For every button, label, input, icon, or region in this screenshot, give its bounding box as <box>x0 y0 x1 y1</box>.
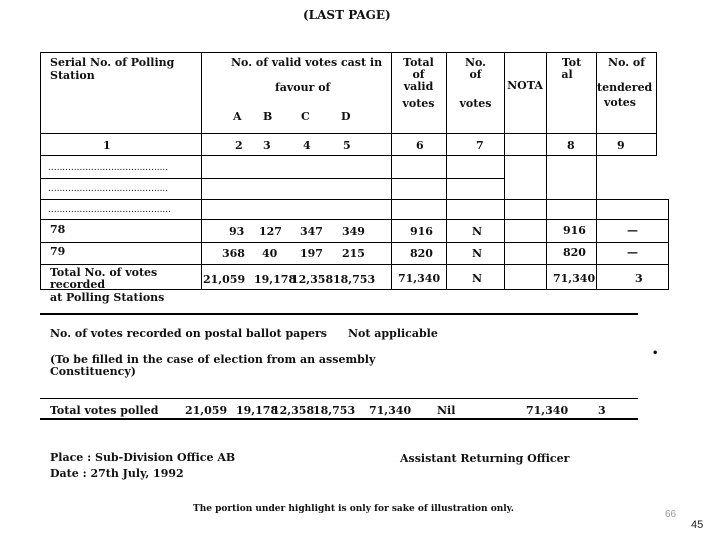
row-d: 215 <box>342 247 365 260</box>
table-divider <box>40 178 505 179</box>
row-station: 79 <box>50 245 66 258</box>
total-polled-total-valid: 71,340 <box>369 404 412 417</box>
row-total-valid: 820 <box>410 247 433 260</box>
total-row-c: 12,358 <box>291 273 334 286</box>
candidate-d: D <box>341 110 351 123</box>
total-polled-a: 21,059 <box>185 404 228 417</box>
table-divider <box>40 264 669 265</box>
footnote: The portion under highlight is only for sake of illustration only. <box>193 504 514 514</box>
dotted-row: .......................................... <box>48 163 169 173</box>
row-b: 40 <box>262 247 278 260</box>
header-serial-line1: Serial No. of Polling <box>50 56 175 69</box>
total-row-label-1: Total No. of votes <box>50 266 158 279</box>
dotted-row: ........................................... <box>48 205 172 215</box>
assembly-note-2: Constituency) <box>50 365 136 378</box>
header-total-1: Tot <box>561 56 582 69</box>
table-border-top <box>40 52 657 53</box>
total-row-b: 19,178 <box>254 273 297 286</box>
table-divider <box>40 219 669 220</box>
table-divider <box>40 155 657 156</box>
total-row-total: 71,340 <box>553 272 596 285</box>
header-no-votes-1: No. <box>464 56 487 69</box>
candidate-b: B <box>263 110 273 123</box>
table-divider <box>40 199 669 200</box>
row-a: 368 <box>222 247 245 260</box>
column-number: 4 <box>303 139 311 152</box>
column-number: 9 <box>617 139 625 152</box>
row-station: 78 <box>50 223 66 236</box>
column-number: 3 <box>263 139 271 152</box>
total-polled-b: 19,178 <box>236 404 279 417</box>
total-row-tendered: 3 <box>635 272 643 285</box>
section-rule <box>40 398 638 399</box>
header-no-votes-2: of <box>469 68 482 81</box>
page-title: (LAST PAGE) <box>303 8 391 22</box>
table-divider <box>40 242 669 243</box>
row-d: 349 <box>342 225 365 238</box>
total-row-total-valid: 71,340 <box>398 272 441 285</box>
candidate-a: A <box>233 110 242 123</box>
row-a: 93 <box>229 225 245 238</box>
header-tendered-2: tendered <box>597 81 653 94</box>
row-tendered: — <box>627 246 638 259</box>
row-total-valid: 916 <box>410 225 433 238</box>
column-number: 7 <box>476 139 484 152</box>
row-nota: N <box>472 247 483 260</box>
section-rule <box>40 313 638 315</box>
total-row-d: 18,753 <box>333 273 376 286</box>
row-c: 347 <box>300 225 323 238</box>
table-column-line <box>201 52 202 289</box>
postal-label: No. of votes recorded on postal ballot papers <box>50 327 327 340</box>
column-number: 6 <box>416 139 424 152</box>
header-total-2: al <box>561 68 573 81</box>
candidate-c: C <box>301 110 310 123</box>
row-total: 820 <box>563 246 586 259</box>
row-c: 197 <box>300 247 323 260</box>
total-polled-c: 12,358 <box>272 404 315 417</box>
place: Place : Sub-Division Office AB <box>50 451 236 464</box>
table-border-right <box>656 52 657 156</box>
header-total-valid-3: valid <box>403 80 434 93</box>
header-total-valid-2: of <box>412 68 425 81</box>
column-number: 5 <box>343 139 351 152</box>
total-polled-total: 71,340 <box>526 404 569 417</box>
row-b: 127 <box>259 225 282 238</box>
header-serial-line2: Station <box>50 69 95 82</box>
row-total: 916 <box>563 224 586 237</box>
total-polled-tendered: 3 <box>598 404 606 417</box>
total-polled-d: 18,753 <box>313 404 356 417</box>
table-border-right <box>668 199 669 289</box>
header-nota: NOTA <box>507 79 543 92</box>
stray-mark: • <box>652 348 659 359</box>
total-polled-nota: Nil <box>437 404 456 417</box>
total-polled-label: Total votes polled <box>50 404 159 417</box>
section-rule <box>40 418 638 420</box>
table-column-line <box>546 52 547 289</box>
dotted-row: .......................................... <box>48 184 169 194</box>
total-row-a: 21,059 <box>203 273 246 286</box>
total-row-label-3: at Polling Stations <box>50 291 165 304</box>
column-number: 8 <box>567 139 575 152</box>
header-no-votes-3: votes <box>459 97 492 110</box>
row-nota: N <box>472 225 483 238</box>
total-row-nota: N <box>472 272 483 285</box>
header-total-valid-1: Total <box>403 56 434 69</box>
table-border-left <box>40 52 41 289</box>
assembly-note-1: (To be filled in the case of election from an assembly <box>50 353 376 366</box>
date: Date : 27th July, 1992 <box>50 467 184 480</box>
postal-value: Not applicable <box>348 327 438 340</box>
header-tendered-3: votes <box>603 96 636 109</box>
total-row-label-2: recorded <box>50 278 106 289</box>
row-tendered: — <box>627 224 638 237</box>
table-column-line <box>446 52 447 289</box>
column-number: 1 <box>103 139 111 152</box>
header-total-valid-4: votes <box>402 97 435 110</box>
table-border-bottom <box>40 289 669 290</box>
page-number-small: 66 <box>665 509 677 520</box>
table-divider <box>40 133 657 134</box>
slide-number: 45 <box>691 519 704 531</box>
header-valid-votes-line1: No. of valid votes cast in <box>231 56 383 69</box>
header-valid-votes-line2: favour of <box>275 81 331 94</box>
header-tendered-1: No. of <box>608 56 645 69</box>
signatory: Assistant Returning Officer <box>400 452 570 465</box>
column-number: 2 <box>235 139 243 152</box>
